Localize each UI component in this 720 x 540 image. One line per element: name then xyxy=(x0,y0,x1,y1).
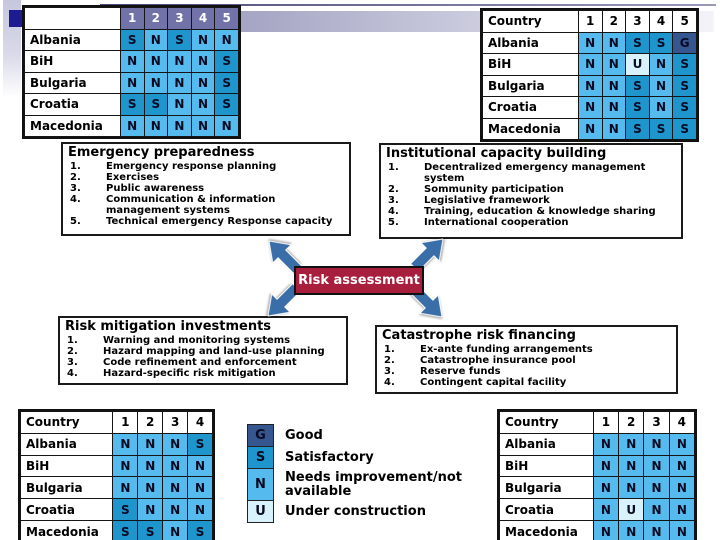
table-row xyxy=(21,477,213,499)
grade-cell: N xyxy=(138,433,163,455)
grade-cell: S xyxy=(673,75,697,97)
legend-label: Needs improvement/not available xyxy=(285,469,463,499)
criterion-header: 2 xyxy=(619,412,644,434)
grade-cell: N xyxy=(602,97,626,119)
grade-cell: S xyxy=(626,118,650,140)
criterion-header: 3 xyxy=(644,412,669,434)
legend-swatch: U xyxy=(247,500,274,523)
legend-swatch: G xyxy=(247,424,274,447)
catastrophe-financing-table xyxy=(497,409,697,540)
grade-cell: S xyxy=(673,118,697,140)
criterion-header: 5 xyxy=(673,11,697,33)
grade-cell: N xyxy=(188,455,213,477)
grade-cell: N xyxy=(619,455,644,477)
grade-cell: N xyxy=(191,94,215,116)
rating-legend xyxy=(247,425,480,523)
criterion-header: 4 xyxy=(188,412,213,434)
institutional-capacity-table xyxy=(480,8,699,142)
box-item-list xyxy=(65,335,341,379)
table-row xyxy=(483,97,697,119)
risk-assessment-box: Risk assessment xyxy=(294,266,424,295)
legend-item xyxy=(247,446,480,469)
grade-cell: N xyxy=(669,521,694,540)
criterion-header: 1 xyxy=(113,412,138,434)
grade-cell: S xyxy=(649,32,673,54)
country-cell: Croatia xyxy=(500,499,594,521)
table-row xyxy=(25,51,239,73)
table-header-row xyxy=(483,11,697,33)
grade-cell: S xyxy=(215,51,239,73)
grade-cell: N xyxy=(578,54,602,76)
table-row xyxy=(21,521,213,540)
grade-cell: N xyxy=(619,521,644,540)
list-item: 3. Code refinement and enforcement xyxy=(65,357,341,368)
list-item: 2. Exercises xyxy=(68,172,344,183)
country-cell: Macedonia xyxy=(500,521,594,540)
country-cell: Albania xyxy=(483,32,579,54)
grade-cell: N xyxy=(593,477,618,499)
grade-cell: S xyxy=(673,97,697,119)
country-header: Country xyxy=(483,11,579,33)
grade-cell: S xyxy=(626,75,650,97)
box-title: Risk mitigation investments xyxy=(65,319,272,334)
table-row xyxy=(25,94,239,116)
criterion-header: 2 xyxy=(138,412,163,434)
country-header: Country xyxy=(21,412,113,434)
country-cell: Croatia xyxy=(483,97,579,119)
grade-cell: S xyxy=(673,54,697,76)
grade-cell: N xyxy=(644,499,669,521)
grade-cell: N xyxy=(113,455,138,477)
grade-cell: N xyxy=(578,32,602,54)
list-item: 3. Public awareness xyxy=(68,183,344,194)
criterion-header: 1 xyxy=(120,8,144,30)
grade-cell: N xyxy=(163,477,188,499)
table-header-row xyxy=(500,412,695,434)
grade-cell: N xyxy=(578,75,602,97)
grade-cell: N xyxy=(649,75,673,97)
country-header: Country xyxy=(500,412,594,434)
table-row xyxy=(483,32,697,54)
country-cell: Macedonia xyxy=(25,115,121,137)
grade-cell: N xyxy=(669,477,694,499)
box-title: Institutional capacity building xyxy=(386,146,607,161)
list-item: 3. Reserve funds xyxy=(382,366,671,377)
list-item: 1. Emergency response planning xyxy=(68,161,344,172)
country-cell: Albania xyxy=(21,433,113,455)
grade-cell: N xyxy=(649,54,673,76)
criterion-header: 2 xyxy=(144,8,168,30)
country-cell: Bulgaria xyxy=(483,75,579,97)
grade-cell: N xyxy=(669,499,694,521)
country-header: Country xyxy=(25,8,121,30)
country-cell: Bulgaria xyxy=(25,72,121,94)
list-item: 4. Communication & information management systems xyxy=(68,194,344,216)
grade-cell: N xyxy=(644,455,669,477)
box-title: Catastrophe risk financing xyxy=(382,328,576,343)
country-cell: BiH xyxy=(500,455,594,477)
country-cell: Bulgaria xyxy=(500,477,594,499)
list-item: 1. Decentralized emergency management system xyxy=(386,162,676,184)
grade-cell: N xyxy=(138,455,163,477)
grade-cell: N xyxy=(593,455,618,477)
grade-cell: N xyxy=(168,115,192,137)
grade-cell: S xyxy=(120,29,144,51)
grade-cell: S xyxy=(138,521,163,540)
table-row xyxy=(500,433,695,455)
grade-cell: N xyxy=(163,455,188,477)
grade-cell: N xyxy=(191,29,215,51)
grade-cell: N xyxy=(669,455,694,477)
table-row xyxy=(500,455,695,477)
country-cell: Bulgaria xyxy=(21,477,113,499)
grade-cell: N xyxy=(215,115,239,137)
table-row xyxy=(500,499,695,521)
grade-cell: S xyxy=(188,521,213,540)
emergency-preparedness-table xyxy=(22,5,241,139)
legend-label: Good xyxy=(285,427,323,443)
table-row xyxy=(21,455,213,477)
grade-cell: N xyxy=(619,477,644,499)
grade-cell: N xyxy=(593,433,618,455)
country-cell: BiH xyxy=(25,51,121,73)
grade-cell: N xyxy=(168,51,192,73)
table-row xyxy=(21,499,213,521)
grade-cell: N xyxy=(144,51,168,73)
grade-cell: S xyxy=(144,94,168,116)
criterion-header: 1 xyxy=(578,11,602,33)
grade-cell: S xyxy=(113,521,138,540)
criterion-header: 3 xyxy=(168,8,192,30)
grade-cell: G xyxy=(673,32,697,54)
list-item: 2. Catastrophe insurance pool xyxy=(382,355,671,366)
box-title: Emergency preparedness xyxy=(68,145,255,160)
list-item: 4. Training, education & knowledge sharing xyxy=(386,206,676,217)
list-item: 4. Contingent capital facility xyxy=(382,377,671,388)
criterion-header: 3 xyxy=(626,11,650,33)
table-row xyxy=(21,433,213,455)
list-item: 2. Sommunity participation xyxy=(386,184,676,195)
grade-cell: U xyxy=(619,499,644,521)
table-header-row xyxy=(21,412,213,434)
grade-cell: S xyxy=(168,29,192,51)
grade-cell: N xyxy=(163,499,188,521)
table-row xyxy=(483,75,697,97)
legend-swatch: S xyxy=(247,446,274,469)
grade-cell: N xyxy=(215,29,239,51)
list-item: 4. Hazard-specific risk mitigation xyxy=(65,368,341,379)
box-item-list xyxy=(382,344,671,388)
list-item: 1. Ex-ante funding arrangements xyxy=(382,344,671,355)
criterion-header: 1 xyxy=(593,412,618,434)
grade-cell: N xyxy=(168,72,192,94)
grade-cell: N xyxy=(191,72,215,94)
grade-cell: S xyxy=(120,94,144,116)
table-row xyxy=(500,521,695,540)
grade-cell: S xyxy=(215,94,239,116)
grade-cell: N xyxy=(120,51,144,73)
grade-cell: N xyxy=(578,97,602,119)
criterion-header: 4 xyxy=(649,11,673,33)
grade-cell: N xyxy=(120,115,144,137)
table-row xyxy=(25,72,239,94)
grade-cell: N xyxy=(602,118,626,140)
country-cell: BiH xyxy=(21,455,113,477)
grade-cell: N xyxy=(578,118,602,140)
grade-cell: N xyxy=(144,29,168,51)
catastrophe-financing-box xyxy=(375,325,678,394)
grade-cell: N xyxy=(113,433,138,455)
grade-cell: N xyxy=(191,51,215,73)
list-item: 3. Legislative framework xyxy=(386,195,676,206)
grade-cell: N xyxy=(138,477,163,499)
grade-cell: N xyxy=(602,54,626,76)
legend-label: Satisfactory xyxy=(285,449,374,465)
grade-cell: N xyxy=(188,477,213,499)
grade-cell: N xyxy=(113,477,138,499)
grade-cell: N xyxy=(593,521,618,540)
grade-cell: N xyxy=(191,115,215,137)
grade-cell: N xyxy=(649,97,673,119)
country-cell: Albania xyxy=(25,29,121,51)
country-cell: Albania xyxy=(500,433,594,455)
box-item-list xyxy=(386,162,676,228)
country-cell: Croatia xyxy=(25,94,121,116)
grade-cell: N xyxy=(163,521,188,540)
risk-mitigation-box xyxy=(58,316,348,385)
legend-label: Under construction xyxy=(285,503,426,519)
table-header-row xyxy=(25,8,239,30)
grade-cell: S xyxy=(626,32,650,54)
risk-mitigation-table xyxy=(18,409,215,540)
criterion-header: 3 xyxy=(163,412,188,434)
grade-cell: S xyxy=(113,499,138,521)
grade-cell: S xyxy=(626,97,650,119)
legend-item xyxy=(247,468,480,501)
grade-cell: N xyxy=(593,499,618,521)
country-cell: BiH xyxy=(483,54,579,76)
table-row xyxy=(25,29,239,51)
grade-cell: S xyxy=(649,118,673,140)
grade-cell: N xyxy=(669,433,694,455)
box-item-list xyxy=(68,161,344,227)
grade-cell: N xyxy=(138,499,163,521)
table-row xyxy=(25,115,239,137)
grade-cell: S xyxy=(188,433,213,455)
grade-cell: N xyxy=(644,433,669,455)
list-item: 5. International cooperation xyxy=(386,217,676,228)
grade-cell: N xyxy=(120,72,144,94)
grade-cell: N xyxy=(168,94,192,116)
grade-cell: N xyxy=(144,115,168,137)
emergency-preparedness-box xyxy=(61,142,351,236)
institutional-capacity-box xyxy=(379,143,683,239)
legend-swatch: N xyxy=(247,468,274,501)
list-item: 5. Technical emergency Response capacity xyxy=(68,216,344,227)
grade-cell: N xyxy=(144,72,168,94)
grade-cell: N xyxy=(619,433,644,455)
criterion-header: 2 xyxy=(602,11,626,33)
criterion-header: 4 xyxy=(191,8,215,30)
table-row xyxy=(500,477,695,499)
grade-cell: N xyxy=(188,499,213,521)
grade-cell: N xyxy=(644,521,669,540)
list-item: 1. Warning and monitoring systems xyxy=(65,335,341,346)
grade-cell: S xyxy=(215,72,239,94)
criterion-header: 4 xyxy=(669,412,694,434)
legend-item xyxy=(247,424,480,447)
grade-cell: N xyxy=(163,433,188,455)
grade-cell: U xyxy=(626,54,650,76)
country-cell: Croatia xyxy=(21,499,113,521)
list-item: 2. Hazard mapping and land-use planning xyxy=(65,346,341,357)
grade-cell: N xyxy=(602,32,626,54)
table-row xyxy=(483,54,697,76)
grade-cell: N xyxy=(602,75,626,97)
legend-item xyxy=(247,500,480,523)
criterion-header: 5 xyxy=(215,8,239,30)
table-row xyxy=(483,118,697,140)
country-cell: Macedonia xyxy=(483,118,579,140)
country-cell: Macedonia xyxy=(21,521,113,540)
grade-cell: N xyxy=(644,477,669,499)
